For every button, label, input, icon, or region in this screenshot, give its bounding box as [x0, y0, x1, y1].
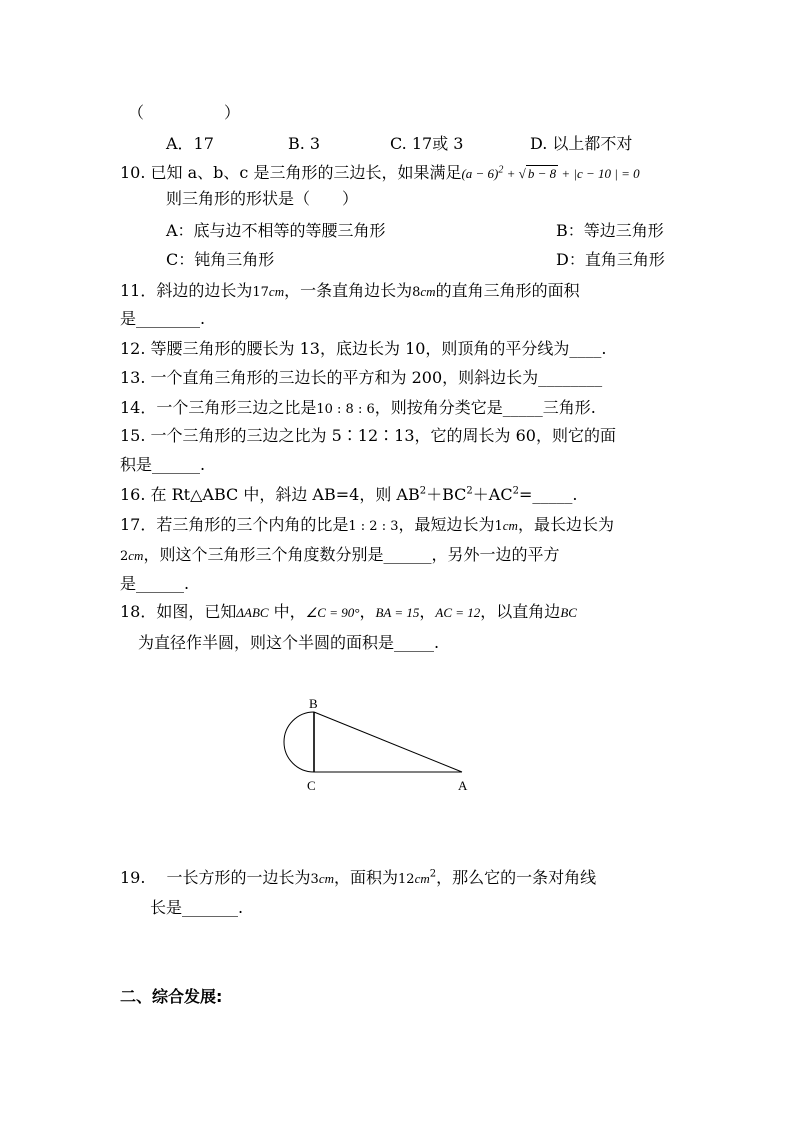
- q10-equation: $(a - 6)^2$ + √ b − 8 + |c − 10 | = 0: [461, 164, 640, 181]
- q18-line2: 为直径作半圆，则这个半圆的面积是_____.: [138, 633, 440, 652]
- q19-line2: 长是_______.: [150, 898, 244, 917]
- q9-option-c: C. 17或 3: [390, 134, 464, 153]
- q11-line1: 11．斜边的边长为17cm，一条直角边长为8cm的直角三角形的面积: [120, 281, 580, 300]
- label-a: A: [458, 778, 468, 793]
- q10-stem: 10. 已知 a、b、c 是三角形的三边长，如果满足$(a - 6)^2$ + √ b − 8 + |c − 10 | = 0: [120, 163, 640, 182]
- q15-line1: 15. 一个三角形的三边之比为 5∶12∶13，它的周长为 60，则它的面: [120, 426, 616, 445]
- q14-text: 14．一个三角形三边之比是10 : 8 : 6，则按角分类它是_____三角形.: [120, 398, 596, 417]
- side-ba: [314, 712, 462, 772]
- q9-stem: （ ）: [128, 103, 241, 122]
- q15-line2: 积是______.: [120, 455, 206, 474]
- q13-text: 13. 一个直角三角形的三边长的平方和为 200，则斜边长为________: [120, 368, 603, 387]
- q9-option-a: A．17: [166, 134, 214, 153]
- label-c: C: [307, 778, 316, 793]
- q17-line3: 是______.: [120, 574, 190, 593]
- q16-text: 16. 在 Rt△ABC 中，斜边 AB=4，则 $AB^2+BC^2+AC^2=\_\_\_\_\_$.: [120, 485, 578, 504]
- q10-option-b: B：等边三角形: [556, 221, 664, 240]
- q10-option-a: A：底与边不相等的等腰三角形: [166, 221, 386, 240]
- label-b: B: [309, 696, 318, 711]
- q17-line1: 17．若三角形的三个内角的比是1 : 2 : 3，最短边长为1cm，最长边长为: [120, 515, 614, 534]
- q19-line1: 19. 一长方形的一边长为3cm，面积为$12cm^2$，那么它的一条对角线: [120, 868, 597, 887]
- q17-line2: 2cm，则这个三角形三个角度数分别是______，另外一边的平方: [120, 545, 560, 564]
- semicircle-arc: [284, 712, 314, 772]
- q9-option-d: D. 以上都不对: [530, 134, 633, 153]
- q9-option-b: B. 3: [288, 134, 321, 153]
- semicircle-triangle-figure: [270, 690, 490, 800]
- q10-line2: 则三角形的形状是（ ）: [166, 189, 359, 208]
- q10-option-c: C：钝角三角形: [166, 250, 275, 269]
- q18-line1: 18．如图，已知ΔABC 中，∠C = 90°，BA = 15，AC = 12，以直角边BC: [120, 602, 577, 621]
- q11-line2: 是________.: [120, 309, 206, 328]
- q10-option-d: D：直角三角形: [556, 250, 665, 269]
- section-title: 二、综合发展:: [120, 987, 223, 1006]
- q12-text: 12. 等腰三角形的腰长为 13，底边长为 10，则顶角的平分线为____.: [120, 339, 607, 358]
